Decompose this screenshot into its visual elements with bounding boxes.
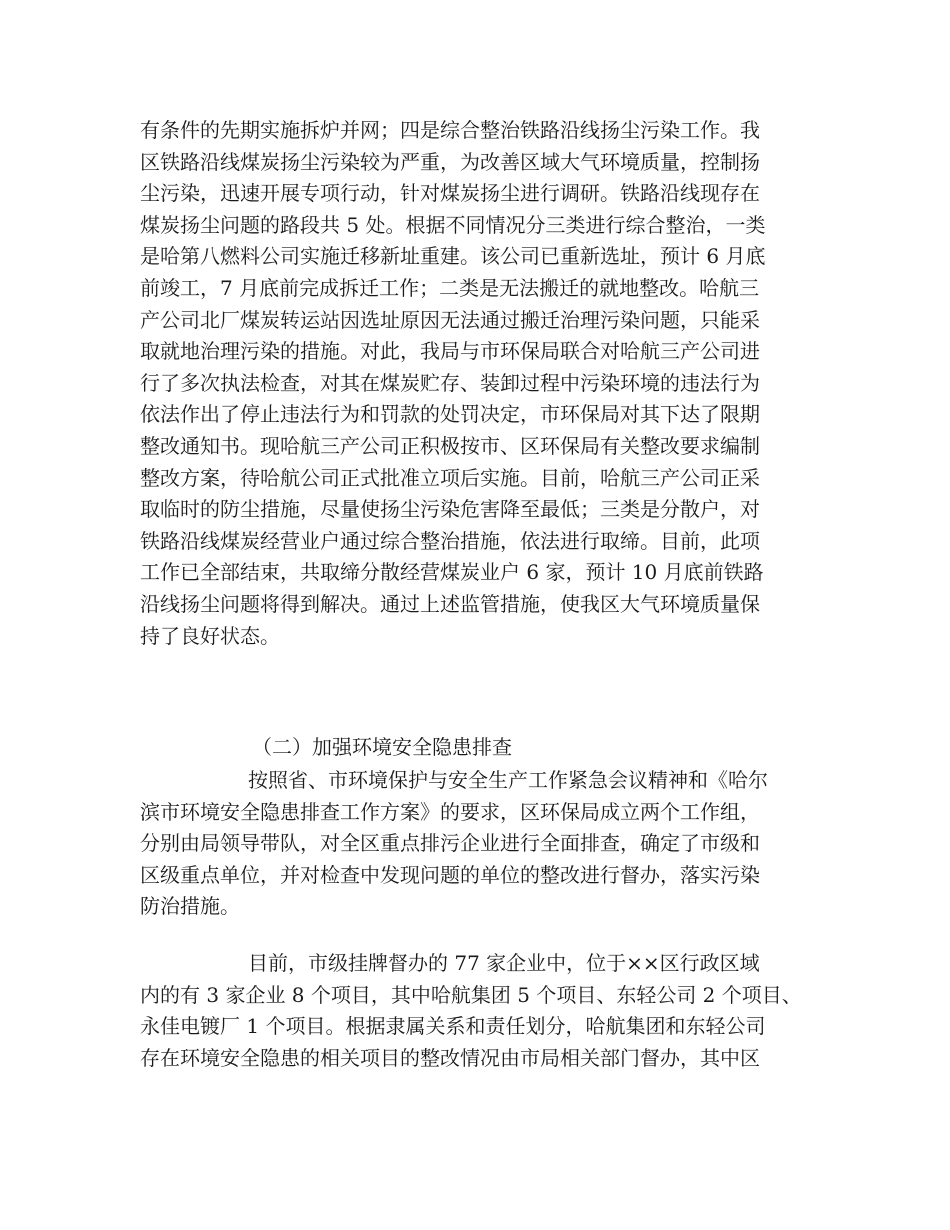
text-line: 取就地治理污染的措施。对此，我局与市环保局联合对哈航三产公司进 xyxy=(140,339,760,364)
text-line: 沿线扬尘问题将得到解决。通过上述监管措施，使我区大气环境质量保 xyxy=(140,591,760,616)
text-line: 是哈第八燃料公司实施迁移新址重建。该公司已重新选址，预计 6 月底 xyxy=(140,244,766,269)
section-heading xyxy=(140,732,820,764)
text-line: 区级重点单位，并对检查中发现问题的单位的整改进行督办，落实污染 xyxy=(140,862,760,887)
text-line: 分别由局领导带队，对全区重点排污企业进行全面排查，确定了市级和 xyxy=(140,831,760,856)
text-line: 行了多次执法检查，对其在煤炭贮存、装卸过程中污染环境的违法行为 xyxy=(140,370,760,395)
text-line: 按照省、市环境保护与安全生产工作紧急会议精神和《哈尔 xyxy=(248,768,768,792)
text-line: 内的有 3 家企业 8 个项目，其中哈航集团 5 个项目、东轻公司 2 个项目、 xyxy=(140,982,802,1007)
text-line: 依法作出了停止违法行为和罚款的处罚决定，市环保局对其下达了限期 xyxy=(140,402,760,427)
text-line: 有条件的先期实施拆炉并网；四是综合整治铁路沿线扬尘污染工作。我 xyxy=(140,118,760,142)
text-line: 尘污染，迅速开展专项行动，针对煤炭扬尘进行调研。铁路沿线现存在 xyxy=(140,181,760,206)
text-line: 区铁路沿线煤炭扬尘污染较为严重，为改善区域大气环境质量，控制扬 xyxy=(140,149,760,174)
text-line: 工作已全部结束，共取缔分散经营煤炭业户 6 家，预计 10 月底前铁路 xyxy=(140,560,764,585)
text-line: 持了良好状态。 xyxy=(140,623,280,648)
text-line: 滨市环境安全隐患排查工作方案》的要求，区环保局成立两个工作组， xyxy=(140,799,760,824)
text-line: 存在环境安全隐患的相关项目的整改情况由市局相关部门督办，其中区 xyxy=(140,1045,760,1070)
paragraph-railway-dust xyxy=(140,115,820,652)
text-line: 目前，市级挂牌督办的 77 家企业中，位于××区行政区域 xyxy=(248,951,760,975)
text-line: 永佳电镀厂 1 个项目。根据隶属关系和责任划分，哈航集团和东轻公司 xyxy=(140,1014,766,1039)
text-line: 煤炭扬尘问题的路段共 5 处。根据不同情况分三类进行综合整治，一类 xyxy=(140,212,766,237)
section-heading-text: （二）加强环境安全隐患排查 xyxy=(252,735,512,759)
text-line: 产公司北厂煤炭转运站因选址原因无法通过搬迁治理污染问题，只能采 xyxy=(140,307,760,332)
text-line: 取临时的防尘措施，尽量使扬尘污染危害降至最低；三类是分散户，对 xyxy=(140,497,760,522)
text-line: 铁路沿线煤炭经营业户通过综合整治措施，依法进行取缔。目前，此项 xyxy=(140,528,760,553)
text-line: 防治措施。 xyxy=(140,894,240,919)
text-line: 整改方案，待哈航公司正式批准立项后实施。目前，哈航三产公司正采 xyxy=(140,465,760,490)
paragraph-hazard-inspection xyxy=(140,765,820,923)
paragraph-supervised-enterprises xyxy=(140,948,820,1074)
text-line: 前竣工，7 月底前完成拆迁工作；二类是无法搬迁的就地整改。哈航三 xyxy=(140,275,760,300)
text-line: 整改通知书。现哈航三产公司正积极按市、区环保局有关整改要求编制 xyxy=(140,433,760,458)
